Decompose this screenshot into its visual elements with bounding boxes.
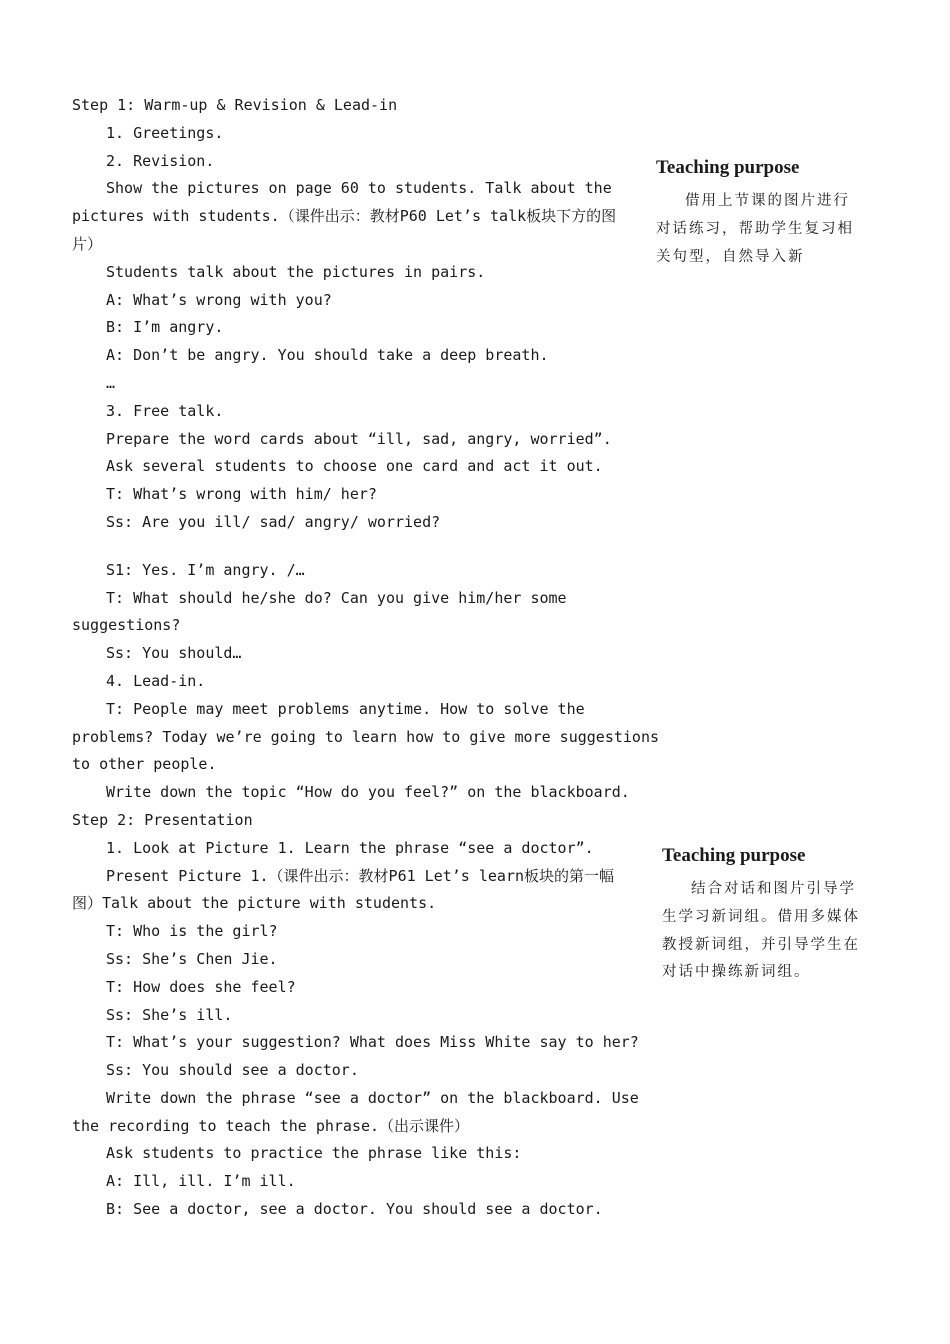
text-line: T: How does she feel? xyxy=(106,977,296,996)
text-line: A: What’s wrong with you? xyxy=(106,290,332,309)
text-line: 图）Talk about the picture with students. xyxy=(72,894,437,913)
text-line: A: Ill, ill. I’m ill. xyxy=(106,1172,296,1191)
text-line: pictures with students.（课件出示：教材P60 Let’s talk板块下方的图 xyxy=(72,207,617,226)
text-line: T: People may meet problems anytime. How to solve the xyxy=(106,699,585,718)
text-line: Step 1: Warm-up & Revision & Lead-in xyxy=(72,96,398,114)
text-line: Students talk about the pictures in pairs. xyxy=(106,262,486,281)
note-text: 结合对话和图片引导学生学习新词组。借用多媒体教授新词组，并引导学生在对话中操练新词组。 xyxy=(662,881,860,981)
text-line: … xyxy=(106,373,116,392)
text-line: Write down the phrase “see a doctor” on the blackboard. Use xyxy=(106,1088,639,1107)
text-line: T: Who is the girl? xyxy=(106,922,278,941)
text-line: B: See a doctor, see a doctor. You should see a doctor. xyxy=(106,1200,603,1219)
text-line: Step 2: Presentation xyxy=(72,810,253,829)
text-line: Ss: You should… xyxy=(106,644,242,663)
text-line: S1: Yes. I’m angry. /… xyxy=(106,560,305,579)
text-line: Show the pictures on page 60 to students. Talk about the xyxy=(106,179,612,198)
text-line: the recording to teach the phrase.（出示课件） xyxy=(72,1116,470,1135)
text-line: 1. Greetings. xyxy=(106,123,224,142)
text-line: 2. Revision. xyxy=(106,151,215,170)
text-line: T: What should he/she do? Can you give him/her some xyxy=(106,588,567,607)
text-line: to other people. xyxy=(72,755,217,774)
text-line: 4. Lead-in. xyxy=(106,671,206,690)
text-line: 1. Look at Picture 1. Learn the phrase “see a doctor”. xyxy=(106,838,594,857)
text-line: problems? Today we’re going to learn how to give more suggestions xyxy=(72,727,659,746)
text-line: A: Don’t be angry. You should take a deep breath. xyxy=(106,346,549,365)
text-line: Present Picture 1.（课件出示：教材P61 Let’s learn板块的第一幅 xyxy=(106,866,615,885)
text-line: suggestions? xyxy=(72,616,181,635)
paragraph-gap xyxy=(72,537,638,557)
note-title: Teaching purpose xyxy=(656,157,800,178)
teaching-purpose-note-2 xyxy=(662,844,862,987)
text-line: Ss: Are you ill/ sad/ angry/ worried? xyxy=(106,512,441,531)
note-text: 借用上节课的图片进行对话练习，帮助学生复习相关句型，自然导入新 xyxy=(656,193,854,265)
text-line: Ss: You should see a doctor. xyxy=(106,1061,359,1080)
text-line: Ss: She’s ill. xyxy=(106,1005,233,1024)
lesson-plan-body xyxy=(72,92,659,1224)
text-line: Prepare the word cards about “ill, sad, angry, worried”. xyxy=(106,429,612,448)
text-line: T: What’s wrong with him/ her? xyxy=(106,485,377,504)
text-line: 3. Free talk. xyxy=(106,401,224,420)
text-line: Ask several students to choose one card and act it out. xyxy=(106,457,603,476)
text-line: T: What’s your suggestion? What does Miss White say to her? xyxy=(106,1033,639,1052)
text-line: Write down the topic “How do you feel?” on the blackboard. xyxy=(106,783,630,802)
text-line: B: I’m angry. xyxy=(106,318,224,337)
note-title: Teaching purpose xyxy=(662,845,806,866)
text-line: Ask students to practice the phrase like this: xyxy=(106,1144,522,1163)
text-line: 片） xyxy=(72,234,103,253)
text-line: Ss: She’s Chen Jie. xyxy=(106,949,278,968)
teaching-purpose-note-1 xyxy=(656,156,856,271)
